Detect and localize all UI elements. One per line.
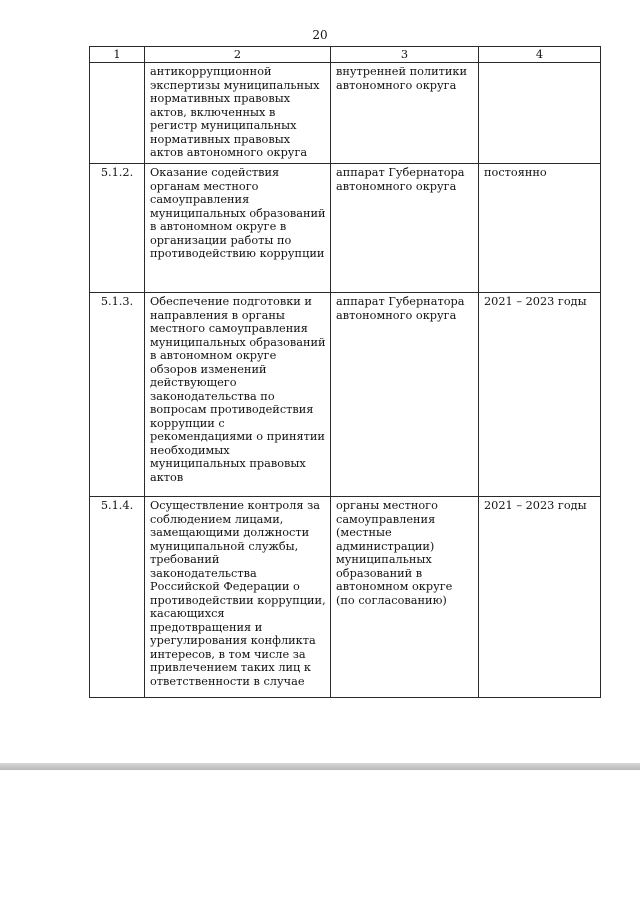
executor-cell: аппарат Губернатора автономного округа <box>331 164 479 293</box>
executor-cell: аппарат Губернатора автономного округа <box>331 293 479 497</box>
row-number <box>90 63 145 164</box>
column-header-3: 3 <box>331 47 479 63</box>
measures-table <box>89 46 601 698</box>
term-cell: постоянно <box>479 164 601 293</box>
row-number: 5.1.3. <box>90 293 145 497</box>
column-header-1: 1 <box>90 47 145 63</box>
term-cell: 2021 – 2023 годы <box>479 293 601 497</box>
page-bottom-edge <box>0 763 640 770</box>
measure-cell: Оказание содействия органам местного самоуправления муниципальных образований в автономном округе в организации работы по противодействию коррупции <box>145 164 331 293</box>
column-header-4: 4 <box>479 47 601 63</box>
executor-cell: органы местного самоуправления (местные администрации) муниципальных образований в автономном округе (по согласованию) <box>331 497 479 698</box>
column-header-2: 2 <box>145 47 331 63</box>
term-cell <box>479 63 601 164</box>
table-row <box>90 293 601 497</box>
table-header-row <box>90 47 601 63</box>
table-row <box>90 164 601 293</box>
row-number: 5.1.2. <box>90 164 145 293</box>
measure-cell: Обеспечение подготовки и направления в органы местного самоуправления муниципальных образований в автономном округе обзоров изменений действующего законодательства по вопросам противодействия коррупции с рекомендациями о принятии необходимых муниципальных правовых актов <box>145 293 331 497</box>
table-row <box>90 497 601 698</box>
table-row <box>90 63 601 164</box>
page-number: 20 <box>312 28 328 42</box>
measure-cell: Осуществление контроля за соблюдением лицами, замещающими должности муниципальной службы, требований законодательства Российской Федерации о противодействии коррупции, касающихся предотвращения и урегулирования конфликта интересов, в том числе за привлечением таких лиц к ответственности в случае <box>145 497 331 698</box>
row-number: 5.1.4. <box>90 497 145 698</box>
measure-cell: антикоррупционной экспертизы муниципальных нормативных правовых актов, включенных в регистр муниципальных нормативных правовых актов автономного округа <box>145 63 331 164</box>
executor-cell: внутренней политики автономного округа <box>331 63 479 164</box>
term-cell: 2021 – 2023 годы <box>479 497 601 698</box>
